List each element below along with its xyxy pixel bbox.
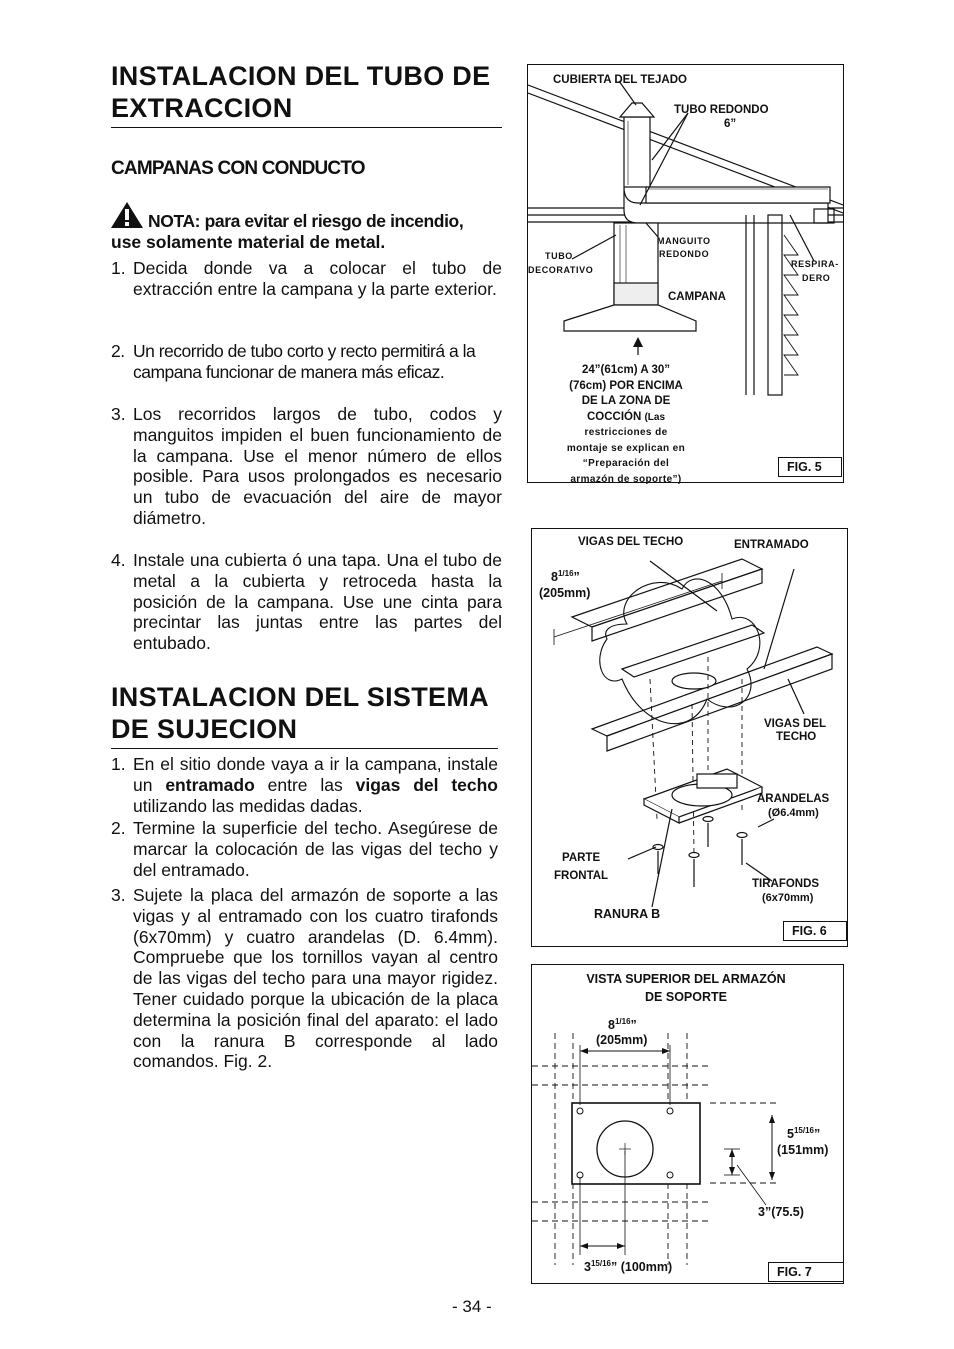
warning-line2: use solamente material de metal. bbox=[111, 232, 386, 252]
fig6-label-dim: $8^{1/16}$” bbox=[551, 569, 580, 585]
item-text: Termine la superficie del techo. Asegúrese de marcar la colocación de las vigas del techo y del entramado. bbox=[133, 818, 498, 880]
fig7-dim-top-mm: (205mm) bbox=[596, 1033, 648, 1047]
fig6-label-arandelas-size: (Ø6.4mm) bbox=[768, 807, 819, 819]
fig6-label-ranura: RANURA B bbox=[594, 907, 661, 921]
fig6-label-entramado: ENTRAMADO bbox=[734, 539, 809, 551]
fig6-label-tirafonds: TIRAFONDS bbox=[752, 878, 820, 890]
fig6-label-dim-mm: (205mm) bbox=[539, 586, 591, 600]
fig5-label-redondo: REDONDO bbox=[659, 249, 710, 259]
fig5-label-manguito: MANGUITO bbox=[657, 236, 711, 246]
item-number: 4. bbox=[111, 550, 126, 570]
fig5-label-campana: CAMPANA bbox=[668, 291, 726, 303]
item-number: 2. bbox=[111, 818, 126, 838]
item-text: Sujete la placa del armazón de soporte a las vigas y al entramado con los cuatro tirafonds (6x70mm) y cuatro arandelas (D. 6.4mm). Compruebe que los tornillos vayan al centro de las vigas del techo para una mayor rigidez. Tener cuidado porque la ubicación de la placa determina la posición final del aparato: el lado con la ranura B corresponde al lado comandos. Fig. 2. bbox=[133, 885, 498, 1072]
section1-subtitle: CAMPANAS CON CONDUCTO bbox=[111, 158, 365, 179]
item-number: 2. bbox=[111, 341, 125, 361]
section2-item-2 bbox=[111, 818, 498, 880]
item-text: En el sitio donde vaya a ir la campana, instale un entramado entre las vigas del techo utilizando las medidas dadas. bbox=[133, 754, 498, 816]
fig7-title: VISTA SUPERIOR DEL ARMAZÓN DE SOPORTE bbox=[586, 972, 786, 1004]
fig5-tag: FIG. 5 bbox=[778, 457, 842, 477]
item-number: 3. bbox=[111, 404, 126, 424]
item-text: Los recorridos largos de tubo, codos y manguitos impiden el buen funcionamiento de la campana. Use el menor número de ellos posible. Para usos prolongados es necesario un tubo de evacuación del aire de mayor diámetro. bbox=[133, 404, 502, 528]
fig5-label-dero: DERO bbox=[802, 273, 831, 283]
section1-item-2 bbox=[111, 341, 502, 383]
fig6-label-arandelas: ARANDELAS bbox=[757, 793, 830, 805]
fig6-label-tirafonds-size: (6x70mm) bbox=[762, 892, 814, 904]
fig7-tag: FIG. 7 bbox=[768, 1262, 844, 1282]
section2-title-line2: DE SUJECION bbox=[111, 714, 298, 744]
figure-7 bbox=[531, 964, 844, 1284]
warning-icon bbox=[110, 201, 144, 229]
fig5-label-tubo-size: 6” bbox=[724, 118, 737, 130]
fig5-height-note: 24”(61cm) A 30” (76cm) POR ENCIMA DE LA ZONA DE COCCIÓN (Las restricciones de montaje se explican en “Preparación del armazón de soporte”) bbox=[566, 364, 686, 485]
fig7-dim-mid: 3”(75.5) bbox=[758, 1205, 804, 1219]
fig6-label-vigas-top: VIGAS DEL TECHO bbox=[578, 536, 684, 548]
fig7-dim-right-mm: (151mm) bbox=[777, 1143, 829, 1157]
section1-rule bbox=[111, 127, 502, 128]
fig6-label-vigas-1: VIGAS DEL bbox=[764, 718, 826, 730]
fig5-label-respira: RESPIRA- bbox=[791, 259, 839, 269]
fig7-dim-top: $8^{1/16}$” bbox=[608, 1017, 637, 1033]
fig6-label-vigas-2: TECHO bbox=[776, 731, 817, 743]
section2-item-1 bbox=[111, 754, 498, 816]
fig6-tag: FIG. 6 bbox=[783, 921, 847, 941]
section1-title-line1: INSTALACION DEL TUBO DE bbox=[111, 61, 491, 91]
fig6-label-frontal: FRONTAL bbox=[554, 870, 609, 882]
item-text: Decida donde va a colocar el tubo de extracción entre la campana y la parte exterior. bbox=[133, 258, 502, 299]
fig6-label-parte: PARTE bbox=[562, 852, 601, 864]
item-text: Instale una cubierta ó una tapa. Una el tubo de metal a la cubierta y retroceda hasta la posición de la campana. Use une cinta para precintar las juntas entre las partes del entubado. bbox=[133, 550, 502, 654]
item-text: Un recorrido de tubo corto y recto permitirá a la campana funcionar de manera más eficaz. bbox=[133, 341, 476, 382]
section1-item-1 bbox=[111, 258, 502, 300]
fig7-dim-right: $5^{15/16}$” bbox=[787, 1126, 821, 1142]
section2-item-3 bbox=[111, 885, 498, 1072]
page-number: - 34 - bbox=[452, 1297, 492, 1316]
item-number: 3. bbox=[111, 885, 126, 905]
figure-5 bbox=[527, 64, 844, 483]
section1-item-4 bbox=[111, 550, 502, 654]
section2-title-line1: INSTALACION DEL SISTEMA bbox=[111, 682, 489, 712]
fig5-label-tubo-redondo: TUBO REDONDO bbox=[674, 104, 769, 116]
item-number: 1. bbox=[111, 754, 126, 774]
fig5-label-tubo: TUBO bbox=[545, 251, 573, 261]
section1-item-3 bbox=[111, 404, 502, 529]
figure-6 bbox=[531, 528, 848, 947]
section2-rule bbox=[111, 748, 498, 749]
warning-line1: NOTA: para evitar el riesgo de incendio, bbox=[148, 211, 464, 231]
fig7-dim-bottom: $3^{15/16}$” (100mm) bbox=[584, 1259, 673, 1275]
fig5-label-decorativo: DECORATIVO bbox=[528, 265, 594, 275]
section1-title-line2: EXTRACCION bbox=[111, 93, 293, 123]
fig5-label-cubierta: CUBIERTA DEL TEJADO bbox=[553, 74, 687, 86]
item-number: 1. bbox=[111, 258, 126, 278]
